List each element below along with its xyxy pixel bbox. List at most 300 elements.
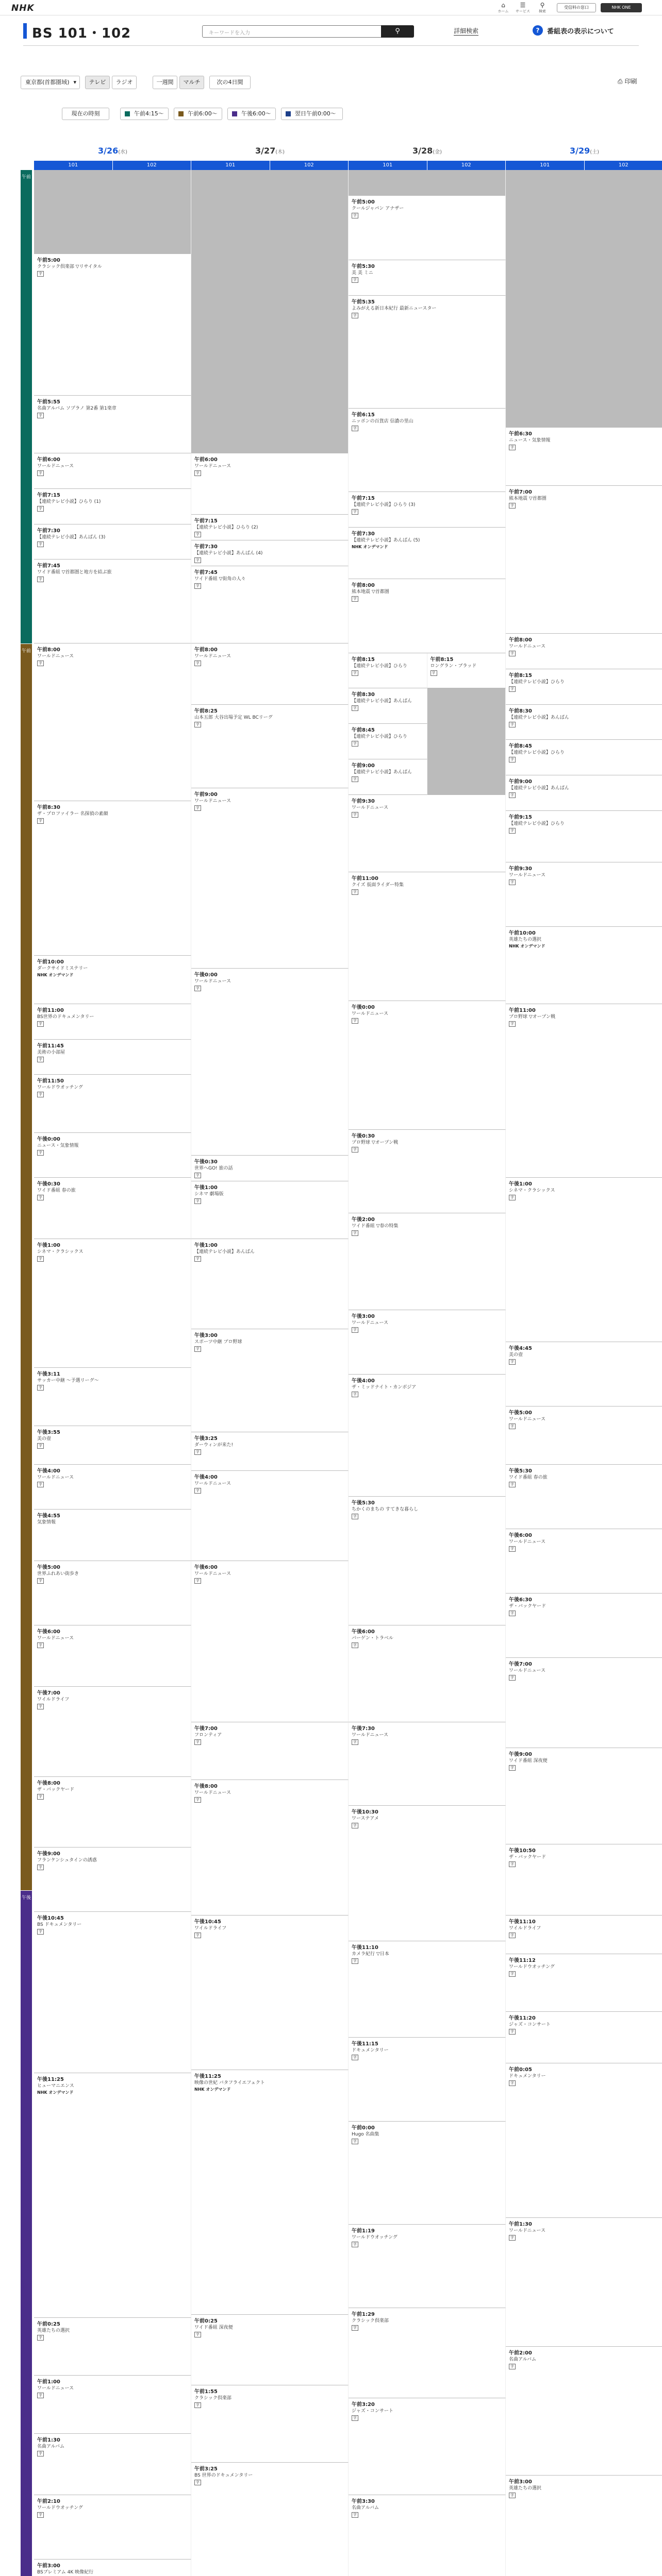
program-cell[interactable] (191, 453, 349, 515)
program-cell[interactable] (349, 296, 506, 409)
program-title: ワールドニュース (194, 979, 231, 984)
channel-accent-bar (23, 23, 27, 39)
program-title: クラシック倶楽部 (194, 2396, 231, 2401)
program-cell[interactable] (191, 643, 349, 705)
program-mark-badge: 字 (352, 426, 358, 431)
program-cell[interactable] (349, 759, 427, 795)
program-mark-badge: 字 (194, 1198, 201, 1204)
program-time: 午前1:30 (37, 2437, 60, 2443)
program-title: ニッポンの百貨店 信濃の里山 (352, 418, 413, 424)
program-cell[interactable] (349, 1130, 506, 1214)
program-time: 午後11:25 (194, 2073, 221, 2079)
program-cell[interactable] (349, 1497, 506, 1625)
program-title: ザ・ミッドナイト・カンボジア (352, 1384, 417, 1390)
program-cell[interactable] (34, 2073, 191, 2318)
program-mark-badge: 字 (509, 1021, 516, 1027)
program-mark-badge: 字 (194, 557, 201, 563)
program-cell[interactable] (506, 428, 662, 486)
program-time: 午後2:00 (352, 1217, 375, 1223)
program-cell[interactable] (506, 2063, 662, 2218)
program-cell[interactable] (191, 1329, 349, 1432)
program-cell[interactable] (34, 1239, 191, 1368)
program-time: 午前8:45 (509, 743, 532, 750)
program-time: 午後7:00 (194, 1725, 218, 1732)
program-time: 午後10:30 (352, 1809, 378, 1815)
program-title: ワイド番組 深夜便 (509, 1758, 548, 1764)
program-cell[interactable] (34, 1625, 191, 1687)
program-title: 【連続テレビ小説】あんぱん (509, 786, 569, 791)
program-cell[interactable] (349, 528, 506, 579)
time-label: 翌日午前0:00〜 (295, 110, 336, 117)
program-title: ワーステアメ (352, 1816, 379, 1821)
program-mark-badge: 字 (352, 596, 358, 602)
search-label: 検索 (539, 9, 546, 13)
broadcast-gap (427, 688, 506, 794)
program-title: スポーツ中継 プロ野球 (194, 1340, 242, 1345)
program-time: 午後7:00 (509, 1661, 532, 1667)
program-cell[interactable] (34, 1004, 191, 1040)
program-title: ワイド番組 春の旅 (509, 1475, 548, 1480)
program-cell[interactable] (34, 1687, 191, 1777)
program-mark-badge: 字 (509, 757, 516, 762)
program-title: フランケンシュタインの誘惑 (37, 1858, 97, 1863)
program-title: BS ドキュメンタリー (37, 1922, 82, 1928)
program-time: 午後1:00 (37, 1243, 60, 1248)
program-cell[interactable] (34, 453, 191, 489)
program-time: 午前3:20 (352, 2402, 375, 2408)
program-cell[interactable] (427, 653, 506, 689)
program-cell[interactable] (349, 688, 427, 724)
program-title: ワールドニュース (194, 464, 231, 469)
program-cell[interactable] (349, 409, 506, 493)
home-icon[interactable]: ⌂ ホーム (498, 2, 509, 13)
program-cell[interactable] (34, 2376, 191, 2434)
program-mark-badge: 字 (509, 2493, 516, 2498)
program-title: ザ・バックヤード (509, 1603, 547, 1609)
time-label: 午前6:00〜 (188, 110, 218, 117)
program-time: 午前0:25 (194, 2318, 218, 2324)
login-button[interactable]: 受信料の窓口 (557, 3, 596, 12)
program-time: 午前8:45 (352, 727, 375, 733)
program-title: ワールドニュース (509, 644, 546, 649)
program-cell[interactable] (191, 2385, 349, 2463)
program-mark-badge: 字 (509, 1675, 516, 1681)
program-time: 午後11:12 (509, 1957, 536, 1963)
program-cell[interactable] (506, 1748, 662, 1845)
program-cell[interactable] (191, 515, 349, 540)
program-mark-badge: 字 (509, 722, 516, 727)
program-time: 午後3:25 (194, 1436, 218, 1442)
program-title: 名曲アルバム (509, 2357, 537, 2362)
program-title: ニュース・気象情報 (509, 438, 551, 443)
program-cell[interactable] (506, 1594, 662, 1658)
program-cell[interactable] (349, 653, 427, 689)
program-mark-badge: 字 (509, 1861, 516, 1867)
program-time: 午前8:25 (194, 708, 218, 714)
program-title: 【連続テレビ小説】あんぱん (352, 769, 412, 775)
search-input[interactable] (202, 25, 414, 38)
program-mark-badge: 字 (352, 1392, 358, 1397)
program-time: 午後1:00 (509, 1181, 532, 1188)
program-time: 午後4:55 (37, 1513, 60, 1519)
program-cell[interactable] (34, 1465, 191, 1510)
program-cell[interactable] (506, 927, 662, 1004)
program-cell[interactable] (506, 1954, 662, 2012)
time-button-1800[interactable] (227, 108, 276, 120)
service-icon[interactable]: ☰ サービス (516, 2, 530, 13)
area-select-value: 東京都(首都圏域) (25, 79, 70, 86)
program-cell[interactable] (349, 2495, 506, 2576)
program-cell[interactable] (349, 2398, 506, 2495)
program-title: 【連続テレビ小説】あんぱん (4) (194, 550, 263, 556)
program-time: 午後9:00 (37, 1851, 60, 1857)
program-cell[interactable] (349, 579, 506, 653)
tab-radio[interactable]: ラジオ (112, 76, 137, 89)
time-button-0415[interactable] (120, 108, 169, 120)
print-button[interactable] (618, 77, 637, 86)
program-cell[interactable] (34, 1426, 191, 1465)
program-cell[interactable] (34, 560, 191, 643)
program-cell[interactable] (191, 2463, 349, 2576)
program-cell[interactable] (349, 724, 427, 759)
time-swatch (125, 111, 130, 116)
program-time: 午前6:00 (37, 457, 60, 463)
time-column-section: 午前 (21, 644, 32, 1891)
program-cell[interactable] (191, 566, 349, 643)
program-cell[interactable] (349, 1213, 506, 1310)
program-title: シネマ 劇場版 (194, 1191, 224, 1197)
view-multi[interactable]: マルチ (179, 76, 204, 89)
program-time: 午前8:30 (352, 692, 375, 698)
program-cell[interactable] (191, 969, 349, 1156)
program-mark-badge: 字 (37, 1704, 44, 1709)
program-cell[interactable] (34, 254, 191, 396)
program-mark-badge: 字 (194, 532, 201, 537)
program-time: 午後6:00 (37, 1629, 60, 1635)
program-time: 午後3:00 (194, 1333, 218, 1338)
program-title: ワイド番組 春の旅 (37, 1188, 76, 1194)
program-cell[interactable] (349, 872, 506, 1001)
program-mark-badge: 字 (352, 2055, 358, 2060)
program-title: ワールドウオッチング (352, 2234, 398, 2240)
program-cell[interactable] (34, 1561, 191, 1625)
program-mark-badge: 字 (37, 660, 44, 666)
program-mark-badge: 字 (37, 1865, 44, 1870)
program-title: ダークサイドミステリー (37, 966, 88, 971)
program-cell[interactable] (349, 196, 506, 260)
program-time: 午前10:00 (37, 959, 64, 965)
program-time: 午後1:00 (194, 1184, 218, 1191)
program-time: 午前6:15 (352, 412, 375, 418)
program-time: 午前8:00 (37, 647, 60, 653)
program-time: 午後11:20 (509, 2015, 536, 2021)
program-time: 午後11:25 (37, 2076, 64, 2082)
program-time: 午後6:00 (194, 1565, 218, 1570)
program-cell[interactable] (349, 1941, 506, 2038)
search-placeholder: キーワードを入力 (209, 30, 250, 36)
program-mark-badge: 字 (37, 2512, 44, 2518)
program-title: クラシック倶楽部 (352, 2318, 389, 2324)
program-mark-badge: 字 (509, 1195, 516, 1200)
program-cell[interactable] (506, 740, 662, 775)
program-cell[interactable] (349, 2308, 506, 2398)
program-cell[interactable] (349, 260, 506, 296)
program-cell[interactable] (34, 801, 191, 956)
program-cell[interactable] (506, 486, 662, 634)
program-time: 午後0:00 (37, 1136, 60, 1142)
program-time: 午後4:00 (352, 1378, 375, 1384)
time-button-0000[interactable] (281, 108, 343, 120)
program-title: ワールドニュース (37, 464, 74, 469)
program-cell[interactable] (191, 1471, 349, 1561)
program-cell[interactable] (506, 2476, 662, 2576)
program-time: 午後5:00 (37, 1565, 60, 1570)
program-cell[interactable] (506, 775, 662, 811)
program-cell[interactable] (34, 1075, 191, 1133)
channel-header: 101 (506, 161, 585, 170)
program-title: 【連続テレビ小説】あんぱん (3) (37, 534, 106, 540)
nhk-logo[interactable]: NHK (11, 3, 35, 13)
program-time: 午前3:00 (509, 2479, 532, 2485)
program-cell[interactable] (506, 705, 662, 740)
program-title: ドキュメンタリー (509, 2074, 546, 2079)
program-cell[interactable] (349, 1722, 506, 1806)
program-time: 午前7:45 (194, 569, 218, 575)
program-title: ワイルドライフ (509, 1925, 541, 1931)
program-title: クールジャパン アナザー (352, 206, 404, 211)
program-cell[interactable] (34, 489, 191, 524)
program-cell[interactable] (506, 2218, 662, 2347)
program-cell[interactable] (506, 1529, 662, 1594)
program-cell[interactable] (349, 2038, 506, 2122)
program-title: ザ・バックヤード (509, 1855, 547, 1860)
program-time: 午後4:00 (194, 1475, 218, 1480)
search-icon[interactable]: ⚲ 検索 (539, 2, 546, 13)
program-time: 午後10:45 (194, 1919, 221, 1925)
program-mark-badge: 字 (352, 889, 358, 895)
program-title: ワイルドライフ (194, 1925, 227, 1931)
program-cell[interactable] (191, 1780, 349, 1916)
day-of-week: (金) (433, 149, 442, 155)
program-cell[interactable] (349, 1375, 506, 1497)
program-title: プロ野球 ▽オープン戦 (352, 1140, 398, 1145)
program-cell[interactable] (349, 492, 506, 528)
program-cell[interactable] (191, 1916, 349, 2070)
program-cell[interactable] (506, 1916, 662, 1954)
program-time: 午前11:45 (37, 1043, 64, 1049)
program-title: 【連続テレビ小説】ひらり (509, 679, 565, 685)
program-mark-badge: 字 (37, 1482, 44, 1487)
program-cell[interactable] (191, 1432, 349, 1471)
program-time: 午前0:00 (352, 2125, 375, 2131)
program-cell[interactable] (506, 1178, 662, 1342)
program-cell[interactable] (34, 1133, 191, 1178)
program-time: 午前1:55 (194, 2389, 218, 2395)
program-cell[interactable] (34, 956, 191, 1004)
program-mark-badge: 字 (37, 577, 44, 582)
program-cell[interactable] (34, 524, 191, 560)
program-time: 午後1:00 (194, 1243, 218, 1248)
program-mark-badge: 字 (352, 1958, 358, 1964)
time-label: 午前4:15〜 (134, 110, 164, 117)
program-time: 午前8:30 (37, 805, 60, 810)
program-title: ワールドニュース (194, 1571, 231, 1577)
program-title: Hugo 名曲集 (352, 2131, 379, 2137)
program-cell[interactable] (191, 2070, 349, 2315)
program-title: クラシック倶楽部 ▽リサイタル (37, 264, 102, 269)
program-mark-badge: 字 (352, 2415, 358, 2421)
program-cell[interactable] (191, 788, 349, 969)
program-mark-badge: 字 (509, 1546, 516, 1552)
program-cell[interactable] (349, 1310, 506, 1375)
program-cell[interactable] (34, 643, 191, 801)
program-cell[interactable] (34, 2495, 191, 2560)
program-cell[interactable] (506, 2012, 662, 2063)
program-time: 午前8:15 (509, 672, 532, 679)
program-mark-badge: 字 (37, 506, 44, 512)
program-cell[interactable] (34, 1777, 191, 1848)
program-title: ワールドニュース (509, 872, 546, 878)
program-title: ワールドニュース (194, 1790, 231, 1795)
program-time: 午後0:00 (352, 1004, 375, 1010)
program-cell[interactable] (34, 1848, 191, 1912)
program-cell[interactable] (191, 1722, 349, 1781)
program-time: 午前7:00 (509, 489, 532, 495)
program-mark-badge: 字 (509, 1971, 516, 1977)
next-4-days-button[interactable]: 次の4日間 (209, 76, 251, 89)
program-mark-badge: 字 (352, 313, 358, 318)
program-cell[interactable] (191, 1239, 349, 1329)
program-mark-badge: 字 (37, 1385, 44, 1391)
program-cell[interactable] (506, 1465, 662, 1529)
program-title: 【連続テレビ小説】ひらり (352, 734, 407, 739)
program-cell[interactable] (34, 396, 191, 454)
program-cell[interactable] (506, 1004, 662, 1178)
day-header: 3/28(金) (412, 146, 442, 156)
program-cell[interactable] (506, 2347, 662, 2476)
program-time: 午前6:00 (194, 457, 218, 463)
time-swatch (232, 111, 237, 116)
program-title: ワールドウオッチング (509, 1964, 555, 1970)
program-cell[interactable] (506, 811, 662, 862)
program-title: カメラ紀行 ▽日本 (352, 1951, 389, 1957)
program-title: 映像の世紀 バタフライエフェクト (194, 2080, 265, 2086)
search-button[interactable] (381, 25, 414, 38)
program-cell[interactable] (34, 1040, 191, 1075)
program-mark-badge: 字 (352, 776, 358, 782)
help-icon[interactable]: ? (533, 25, 543, 36)
program-cell[interactable] (191, 1156, 349, 1181)
program-cell[interactable] (191, 540, 349, 566)
program-title: 【連続テレビ小説】あんぱん (5) (352, 537, 420, 543)
help-link[interactable]: 番組表の表示について (547, 28, 614, 36)
program-title: BS 世界のドキュメンタリー (194, 2473, 253, 2478)
program-cell[interactable] (191, 705, 349, 789)
program-cell[interactable] (506, 1342, 662, 1406)
program-cell[interactable] (349, 2225, 506, 2309)
program-time: 午前8:15 (430, 656, 454, 663)
program-mark-badge: 字 (37, 1195, 44, 1200)
program-cell[interactable] (506, 1844, 662, 1916)
day-of-week: (土) (590, 149, 600, 155)
program-title: ワイド番組 ▽街角の人々 (194, 576, 246, 582)
program-mark-badge: 字 (352, 2139, 358, 2144)
program-cell[interactable] (349, 795, 506, 872)
program-cell[interactable] (34, 1510, 191, 1561)
program-time: 午後8:00 (37, 1780, 60, 1786)
program-cell[interactable] (191, 1181, 349, 1240)
program-grid (21, 144, 662, 2576)
program-mark-badge: 字 (509, 2029, 516, 2035)
program-cell[interactable] (506, 634, 662, 669)
program-mark-badge: 字 (352, 1147, 358, 1153)
program-time: 午前9:30 (352, 798, 375, 804)
now-button[interactable]: 現在の時刻 (62, 108, 109, 120)
chevron-down-icon: ▾ (73, 79, 76, 86)
top-header (0, 0, 662, 15)
program-title: 【連続テレビ小説】ひらり (2) (194, 524, 258, 530)
program-title: ワールドニュース (509, 1668, 546, 1673)
program-mark-badge: NHK オンデマンド (352, 544, 388, 549)
program-cell[interactable] (34, 2434, 191, 2495)
view-week[interactable]: 一週間 (153, 76, 177, 89)
program-title: 【連続テレビ小説】ひらり (3) (352, 502, 416, 507)
program-title: 英雄たちの選択 (509, 2486, 542, 2491)
program-cell[interactable] (34, 1368, 191, 1426)
program-mark-badge: 字 (509, 2235, 516, 2241)
program-cell[interactable] (34, 2560, 191, 2576)
program-title: ザ・プロファイラー 名探偵の素顔 (37, 811, 108, 817)
program-cell[interactable] (34, 2318, 191, 2376)
program-mark-badge: 字 (194, 1449, 201, 1455)
channel-header: 102 (113, 161, 192, 170)
area-select[interactable] (21, 76, 80, 89)
program-cell[interactable] (34, 1912, 191, 2073)
program-cell[interactable] (349, 2122, 506, 2225)
tab-tv[interactable]: テレビ (85, 76, 110, 89)
program-mark-badge: 字 (194, 805, 201, 811)
program-cell[interactable] (34, 1178, 191, 1239)
program-time: 午前9:00 (352, 762, 375, 769)
program-title: 世界へGO! 旅の話 (194, 1165, 233, 1171)
program-mark-badge: 字 (194, 986, 201, 991)
program-title: サッカー中継 〜予選リーグ〜 (37, 1378, 99, 1383)
advanced-search-link[interactable]: 詳細検索 (454, 27, 479, 35)
day-header: 3/26(水) (97, 146, 128, 156)
program-cell[interactable] (191, 2315, 349, 2386)
program-time: 午前5:55 (37, 399, 60, 405)
program-time: 午後9:00 (509, 1751, 532, 1757)
program-time: 午後10:50 (509, 1848, 536, 1854)
program-mark-badge: 字 (509, 1423, 516, 1429)
program-cell[interactable] (506, 669, 662, 705)
program-cell[interactable] (191, 1561, 349, 1722)
program-cell[interactable] (349, 1625, 506, 1722)
program-cell[interactable] (506, 1658, 662, 1748)
program-time: 午前11:00 (37, 1007, 64, 1013)
program-cell[interactable] (349, 1001, 506, 1130)
program-mark-badge: 字 (352, 705, 358, 711)
program-cell[interactable] (349, 1806, 506, 1941)
program-mark-badge: 字 (509, 503, 516, 509)
program-cell[interactable] (506, 1406, 662, 1465)
program-cell[interactable] (506, 862, 662, 927)
program-time: 午前2:00 (509, 2350, 532, 2356)
nhk-one-button[interactable]: NHK ONE (601, 3, 642, 12)
program-mark-badge: 字 (352, 277, 358, 283)
time-button-0600[interactable] (174, 108, 222, 120)
program-mark-badge: 字 (509, 2364, 516, 2369)
